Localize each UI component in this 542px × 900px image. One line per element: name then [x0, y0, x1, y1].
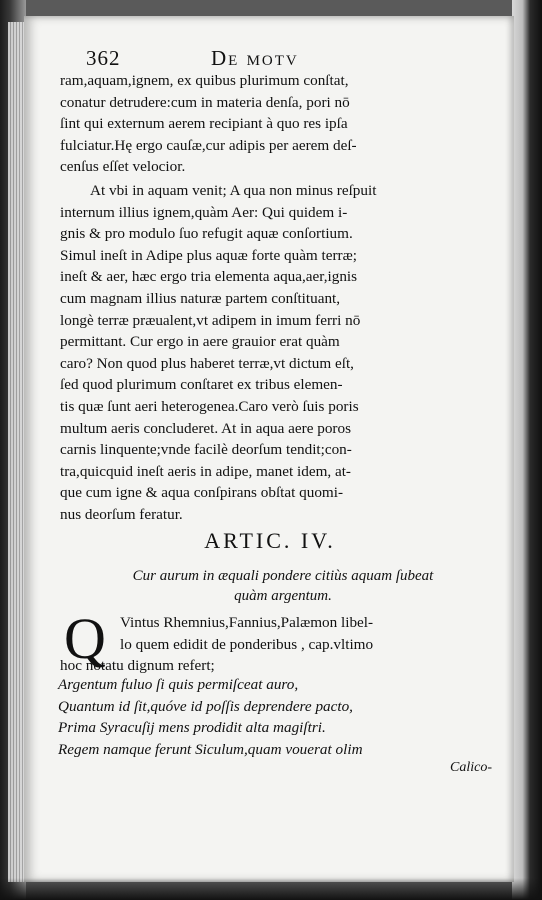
verse-line: Argentum fuluo ſi quis permiſceat auro, — [58, 676, 299, 693]
text-line: conatur detrudere:cum in materia denſa, pori nō — [60, 93, 350, 111]
text-line: fulciatur.Hę ergo cauſæ,cur adipis per aerem deſ- — [60, 136, 357, 154]
subtitle-line: Cur aurum in æquali pondere citiùs aquam ſubeat — [132, 568, 434, 584]
section-title: ARTIC. IV. — [204, 528, 336, 553]
text-line: ſed quod plurimum conſtaret ex tribus elemen- — [60, 376, 343, 394]
verse-line: Regem namque ferunt Siculum,quam vouerat olim — [58, 740, 363, 758]
text-line: carnis linquente;vnde facilè deorſum tendit;con- — [60, 441, 352, 459]
text-line: Simul ineſt in Adipe plus aquæ forte quàm terræ; — [60, 246, 357, 264]
text-line: lo quem edidit de ponderibus , cap.vltimo — [120, 635, 374, 653]
text-line: nus deorſum feratur. — [60, 505, 183, 523]
text-line: internum illius ignem,quàm Aer: Qui quidem i- — [60, 203, 348, 221]
text-line: ineſt & aer, hæc ergo tria elementa aqua,aer,ignis — [60, 268, 358, 286]
verse-block — [58, 674, 478, 760]
quote-lines — [60, 606, 488, 677]
text-line: caro? Non quod plus haberet terræ,vt dictum eſt, — [60, 354, 354, 372]
bottom-shadow — [0, 878, 542, 900]
verse-line: Prima Syracuſij mens prodidit alta magiſtri. — [58, 719, 326, 737]
section-subtitle — [98, 566, 468, 606]
text-line: tra,quicquid ineſt aeris in adipe, manet idem, at- — [60, 462, 351, 480]
text-line: At vbi in aquam venit; A qua non minus reſpuit — [90, 181, 377, 199]
text-line: gnis & pro modulo ſuo refugit aquæ conſortium. — [60, 225, 353, 243]
text-line: Vintus Rhemnius,Fannius,Palæmon libel- — [120, 614, 374, 631]
text-line: hoc notatu dignum refert; — [60, 657, 215, 675]
book-gutter-right — [512, 0, 542, 900]
running-head: De motv — [211, 46, 299, 70]
verse-line: Quantum id ſit,quóve id poſſis deprendere pacto, — [58, 697, 353, 715]
text-line: tis quæ ſunt aeri heterogenea.Caro verò ſuis poris — [60, 397, 359, 415]
catchword: Calico- — [450, 760, 492, 775]
text-line: ram,aquam,ignem, ex quibus plurimum conſtat, — [60, 72, 349, 89]
subtitle-line: quàm argentum. — [234, 588, 332, 604]
text-line: longè terræ præualent,vt adipem in imum ferri nō — [60, 311, 361, 329]
drop-cap: Q — [64, 606, 106, 671]
text-line: permittant. Cur ergo in aere grauior erat quàm — [60, 333, 340, 351]
text-line: que cum igne & aqua conſpirans obſtat quomi- — [60, 484, 344, 502]
page-number: 362 — [86, 46, 121, 70]
text-line: multum aeris concluderet. At in aqua aere poros — [60, 419, 351, 437]
body-text — [60, 70, 488, 525]
text-line: ſint qui externum aerem recipiant à quo res ipſa — [60, 115, 348, 133]
text-line: cenſus eſſet velocior. — [60, 158, 186, 176]
text-line: cum magnam illius naturæ partem conſtituant, — [60, 289, 341, 307]
paragraph-2 — [60, 180, 488, 526]
paragraph-1 — [60, 70, 488, 178]
